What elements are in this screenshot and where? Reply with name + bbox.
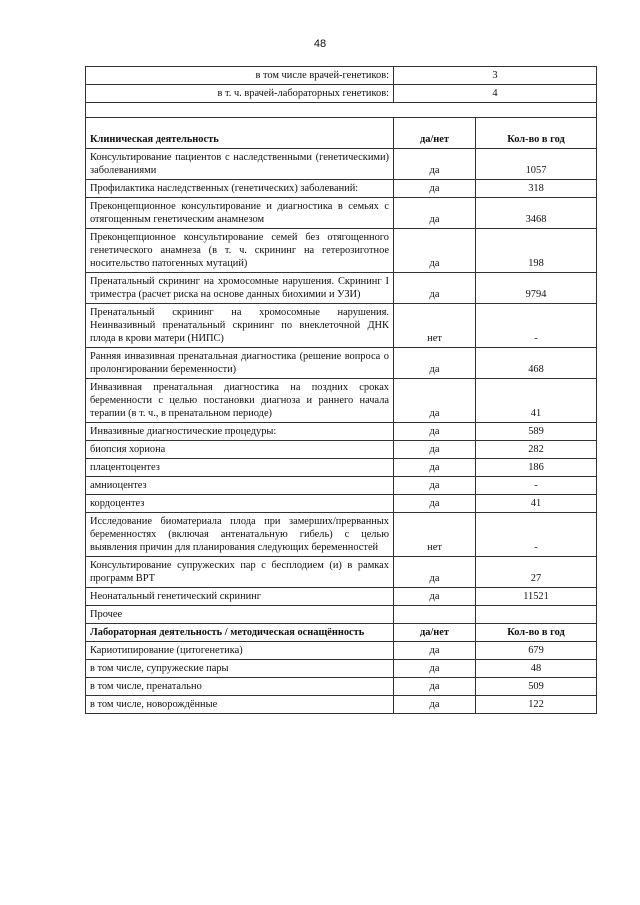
row-yes-no: да	[394, 229, 476, 273]
row-label: плацентоцентез	[86, 459, 394, 477]
lab-header-row	[86, 624, 597, 642]
row-count: 509	[476, 678, 597, 696]
top-row-lab-geneticists	[86, 85, 597, 103]
row-yes-no: да	[394, 180, 476, 198]
row-label: Неонатальный генетический скрининг	[86, 588, 394, 606]
row-count: 318	[476, 180, 597, 198]
col-header-count: Кол-во в год	[476, 118, 597, 149]
row-yes-no: да	[394, 273, 476, 304]
row-label: биопсия хориона	[86, 441, 394, 459]
row-count: 122	[476, 696, 597, 714]
table-row	[86, 423, 597, 441]
table-row	[86, 513, 597, 557]
row-label: Прочее	[86, 606, 394, 624]
top-row-label: в том числе врачей-генетиков:	[86, 67, 394, 85]
row-label: Пренатальный скрининг на хромосомные нарушения. Неинвазивный пренатальный скрининг по внеклеточной ДНК плода в крови матери (НИПС)	[86, 304, 394, 348]
row-label: Пренатальный скрининг на хромосомные нарушения. Скрининг I триместра (расчет риска на основе данных биохимии и УЗИ)	[86, 273, 394, 304]
row-yes-no: да	[394, 557, 476, 588]
table-row	[86, 557, 597, 588]
row-label: Ранняя инвазивная пренатальная диагностика (решение вопроса о пролонгировании беременности)	[86, 348, 394, 379]
row-label: Консультирование супружеских пар с бесплодием (и) в рамках программ ВРТ	[86, 557, 394, 588]
table-row	[86, 588, 597, 606]
row-count: 198	[476, 229, 597, 273]
row-count: 679	[476, 642, 597, 660]
row-yes-no: да	[394, 660, 476, 678]
row-label: Профилактика наследственных (генетических) заболеваний:	[86, 180, 394, 198]
table-row	[86, 606, 597, 624]
clinical-section-title: Клиническая деятельность	[86, 118, 394, 149]
row-yes-no: да	[394, 696, 476, 714]
row-yes-no: да	[394, 423, 476, 441]
table-row	[86, 180, 597, 198]
row-count	[476, 606, 597, 624]
row-label: Преконцепционное консультирование семей без отягощенного генетического анамнеза (в т. ч. скрининг на гетерозиготное носительство патогенных мутаций)	[86, 229, 394, 273]
row-count: 11521	[476, 588, 597, 606]
table-row	[86, 304, 597, 348]
row-label: Консультирование пациентов с наследственными (генетическими) заболеваниями	[86, 149, 394, 180]
genetics-activity-table	[85, 66, 597, 714]
row-label: в том числе, супружеские пары	[86, 660, 394, 678]
row-count: 1057	[476, 149, 597, 180]
table-row	[86, 495, 597, 513]
table-row	[86, 441, 597, 459]
row-count: 186	[476, 459, 597, 477]
row-yes-no: да	[394, 198, 476, 229]
row-count: 282	[476, 441, 597, 459]
row-count: 468	[476, 348, 597, 379]
spacer-row	[86, 103, 597, 118]
table-row	[86, 459, 597, 477]
row-count: 27	[476, 557, 597, 588]
table-row	[86, 348, 597, 379]
table-row	[86, 642, 597, 660]
row-count: 41	[476, 495, 597, 513]
row-label: амниоцентез	[86, 477, 394, 495]
row-count: -	[476, 477, 597, 495]
col-header-yes-no: да/нет	[394, 118, 476, 149]
row-label: в том числе, новорождённые	[86, 696, 394, 714]
row-yes-no: да	[394, 678, 476, 696]
col-header-count: Кол-во в год	[476, 624, 597, 642]
top-row-geneticists	[86, 67, 597, 85]
page-number: 48	[313, 38, 327, 50]
row-count: 48	[476, 660, 597, 678]
lab-section-title: Лабораторная деятельность / методическая оснащённость	[86, 624, 394, 642]
row-label: Инвазивные диагностические процедуры:	[86, 423, 394, 441]
top-row-value: 3	[394, 67, 597, 85]
row-yes-no: да	[394, 348, 476, 379]
row-yes-no: нет	[394, 513, 476, 557]
table-row	[86, 660, 597, 678]
table-row	[86, 678, 597, 696]
top-row-value: 4	[394, 85, 597, 103]
table-row	[86, 273, 597, 304]
row-label: Исследование биоматериала плода при замерших/прерванных беременностях (включая антенатальную гибель) с целью выявления причин для планирования следующих беременностей	[86, 513, 394, 557]
row-count: 41	[476, 379, 597, 423]
row-label: кордоцентез	[86, 495, 394, 513]
top-row-label: в т. ч. врачей-лабораторных генетиков:	[86, 85, 394, 103]
table-row	[86, 696, 597, 714]
row-yes-no: нет	[394, 304, 476, 348]
row-label: Кариотипирование (цитогенетика)	[86, 642, 394, 660]
table-row	[86, 477, 597, 495]
table-row	[86, 198, 597, 229]
lab-rows	[86, 642, 597, 714]
row-yes-no: да	[394, 459, 476, 477]
row-label: Преконцепционное консультирование и диагностика в семьях с отягощенным генетическим анамнезом	[86, 198, 394, 229]
row-count: 3468	[476, 198, 597, 229]
row-label: Инвазивная пренатальная диагностика на поздних сроках беременности с целью постановки диагноза и раннего начала терапии (в т. ч., в пренатальном периоде)	[86, 379, 394, 423]
col-header-yes-no: да/нет	[394, 624, 476, 642]
table-row	[86, 229, 597, 273]
row-label: в том числе, пренатально	[86, 678, 394, 696]
row-yes-no: да	[394, 495, 476, 513]
table-row	[86, 149, 597, 180]
row-count: 589	[476, 423, 597, 441]
clinical-rows	[86, 149, 597, 624]
row-yes-no: да	[394, 441, 476, 459]
table-row	[86, 379, 597, 423]
row-yes-no: да	[394, 379, 476, 423]
row-yes-no: да	[394, 477, 476, 495]
row-yes-no: да	[394, 642, 476, 660]
row-yes-no: да	[394, 149, 476, 180]
row-yes-no	[394, 606, 476, 624]
clinical-header-row	[86, 118, 597, 149]
row-count: 9794	[476, 273, 597, 304]
row-count: -	[476, 304, 597, 348]
row-count: -	[476, 513, 597, 557]
row-yes-no: да	[394, 588, 476, 606]
